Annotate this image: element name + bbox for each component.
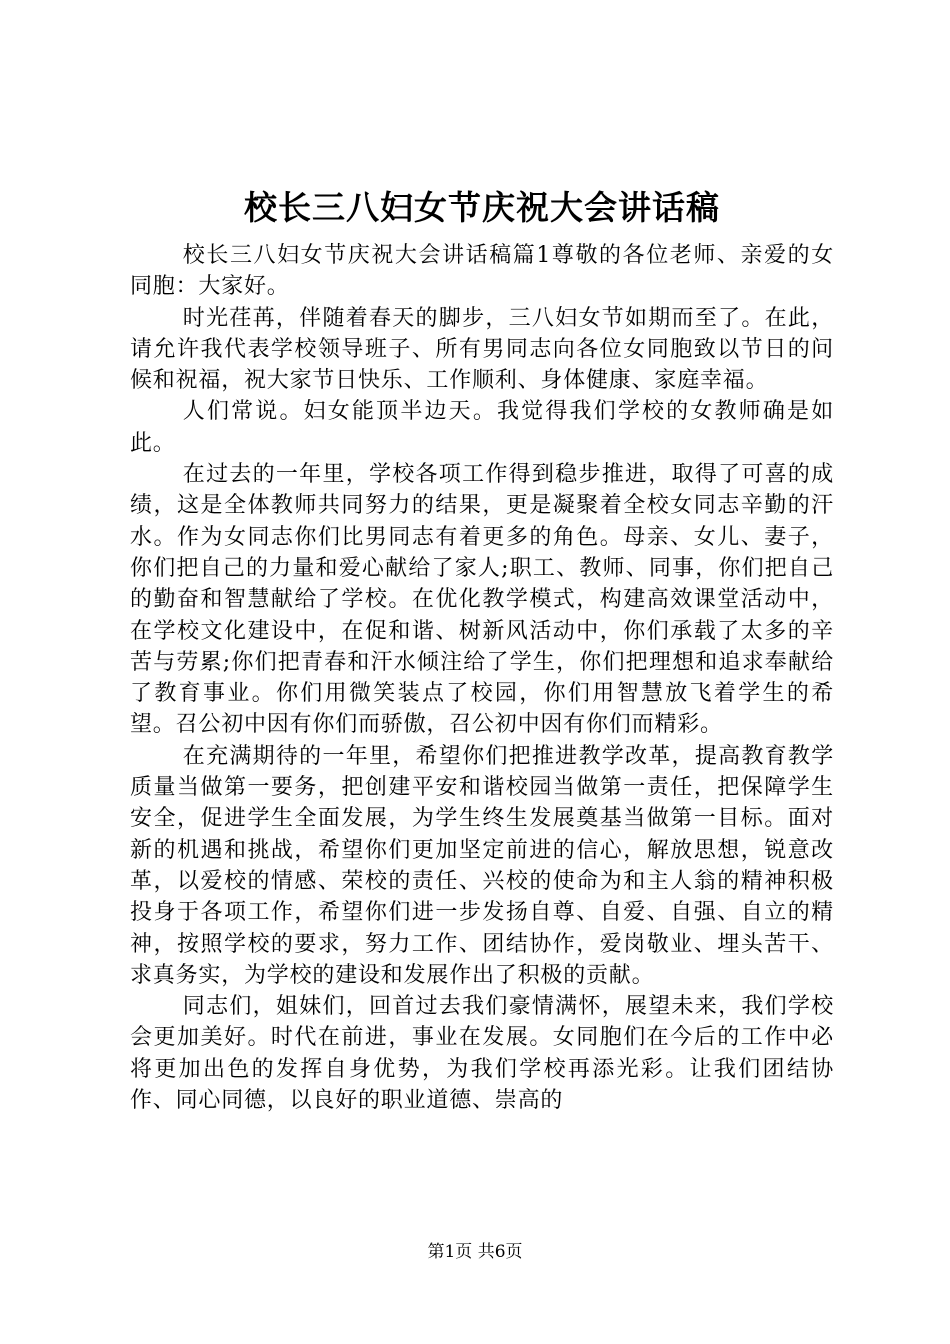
paragraph: 在过去的一年里，学校各项工作得到稳步推进，取得了可喜的成绩，这是全体教师共同努力的结果，更是凝聚着全校女同志辛勤的汗水。作为女同志你们比男同志有着更多的角色。母亲、女儿、妻子，你们把自己的力量和爱心献给了家人;职工、教师、同事，你们把自己的勤奋和智慧献给了学校。在优化教学模式，构建高效课堂活动中，在学校文化建设中，在促和谐、树新风活动中，你们承载了太多的辛苦与劳累;你们把青春和汗水倾注给了学生，你们把理想和追求奉献给了教育事业。你们用微笑装点了校园，你们用智慧放飞着学生的希望。召公初中因有你们而骄傲，召公初中因有你们而精彩。 [130,462,834,738]
paragraph: 人们常说。妇女能顶半边天。我觉得我们学校的女教师确是如此。 [130,399,834,456]
page-footer: 第1页 共6页 [427,1242,523,1262]
paragraph: 校长三八妇女节庆祝大会讲话稿篇1尊敬的各位老师、亲爱的女同胞：大家好。 [130,243,834,300]
paragraph: 同志们，姐妹们，回首过去我们豪情满怀，展望未来，我们学校会更加美好。时代在前进，事业在发展。女同胞们在今后的工作中必将更加出色的发挥自身优势，为我们学校再添光彩。让我们团结协作、同心同德，以良好的职业道德、崇高的 [130,994,834,1114]
paragraph: 时光荏苒，伴随着春天的脚步，三八妇女节如期而至了。在此，请允许我代表学校领导班子、所有男同志向各位女同胞致以节日的问候和祝福，祝大家节日快乐、工作顺利、身体健康、家庭幸福。 [130,305,834,394]
document-title: 校长三八妇女节庆祝大会讲话稿 [244,188,720,227]
document-page [130,186,834,1116]
document-body [130,240,834,1116]
paragraph: 在充满期待的一年里，希望你们把推进教学改革，提高教育教学质量当做第一要务，把创建平安和谐校园当做第一责任，把保障学生安全，促进学生全面发展，为学生终生发展奠基当做第一目标。面对新的机遇和挑战，希望你们更加坚定前进的信心，解放思想，锐意改革，以爱校的情感、荣校的责任、兴校的使命为和主人翁的精神积极投身于各项工作，希望你们进一步发扬自尊、自爱、自强、自立的精神，按照学校的要求，努力工作、团结协作，爱岗敬业、埋头苦干、求真务实，为学校的建设和发展作出了积极的贡献。 [130,743,834,988]
